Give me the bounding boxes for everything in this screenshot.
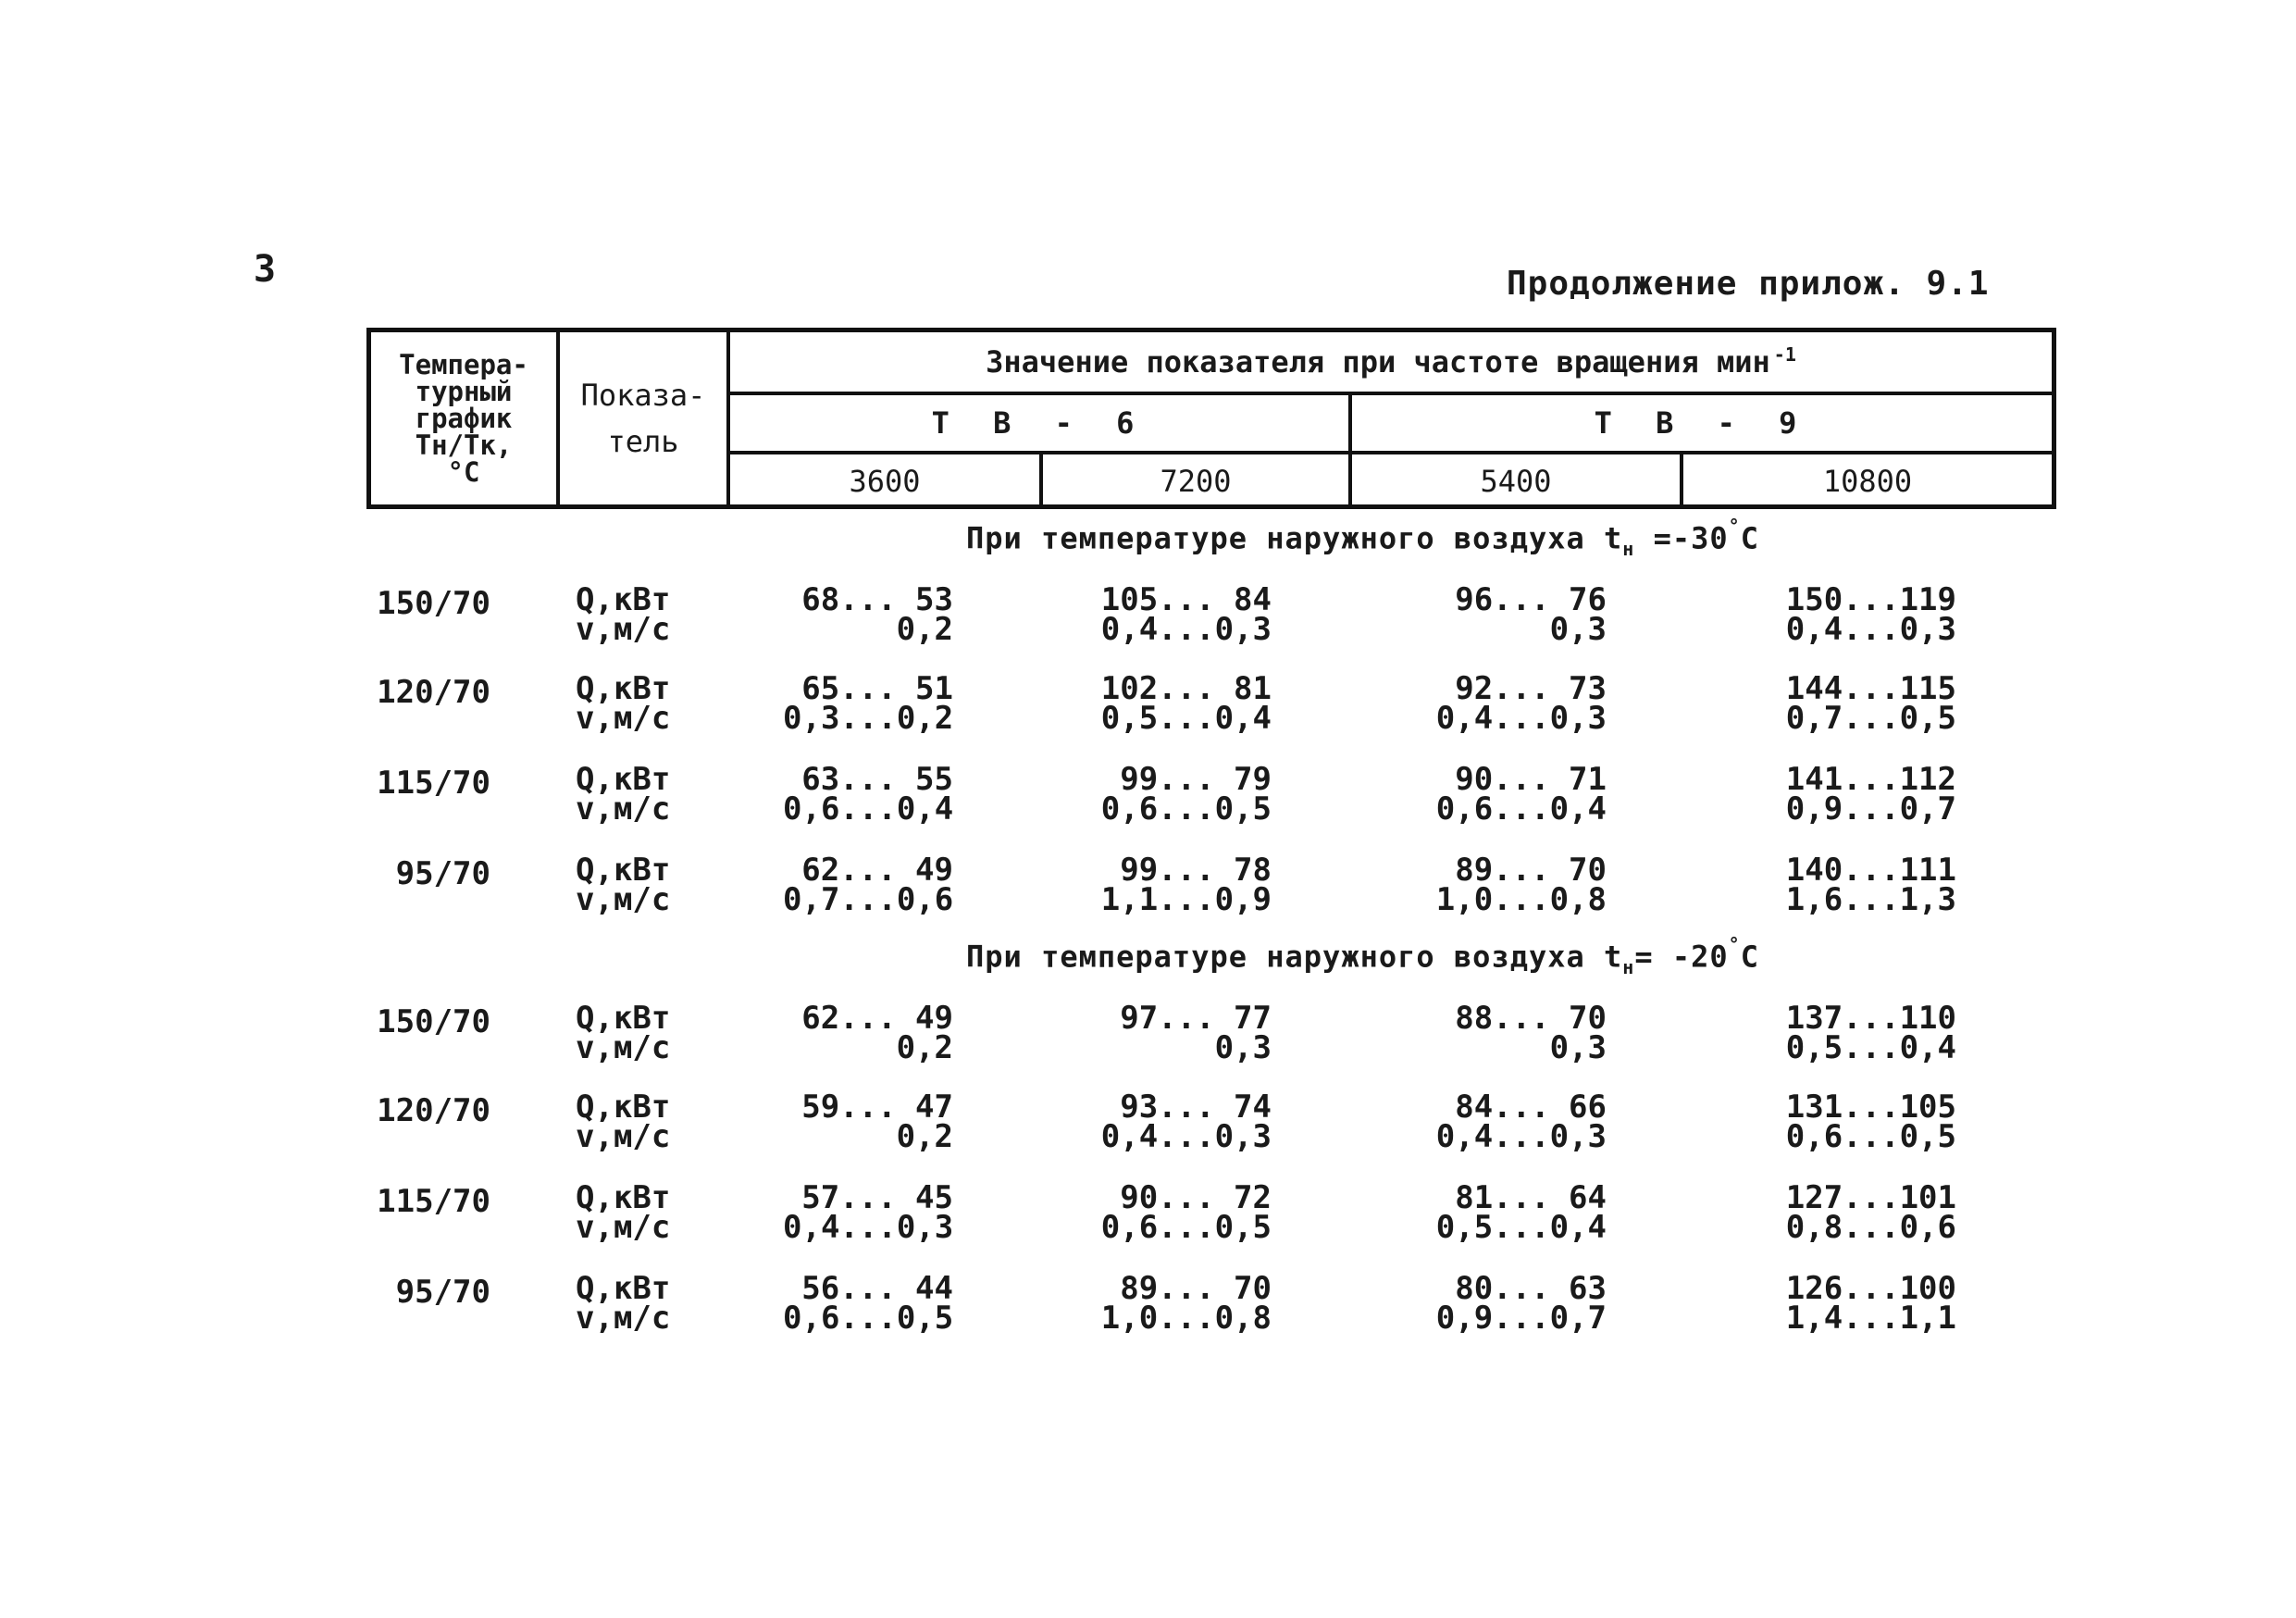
param-v: v,м/с: [576, 700, 671, 737]
value-v: 0,5...0,4: [1100, 700, 1272, 737]
temp-schedule: 115/70: [377, 765, 490, 802]
continuation-caption: Продолжение прилож. 9.1: [1507, 265, 1990, 303]
value-tv9-10800: [1775, 1270, 1956, 1337]
table-header: [366, 328, 2056, 509]
value-tv9-10800: [1775, 1000, 1956, 1066]
param-v: v,м/с: [576, 1029, 671, 1066]
table-row: [0, 1000, 2296, 1077]
param-v: v,м/с: [576, 881, 671, 918]
value-v: 0,2: [896, 611, 953, 648]
value-tv9-10800: [1775, 761, 1956, 828]
temp-schedule: 115/70: [377, 1183, 490, 1220]
value-q: 97... 77: [1120, 1000, 1272, 1037]
value-q: 62... 49: [801, 852, 953, 889]
param-q: Q,кВт: [576, 1000, 671, 1037]
header-param-line: Показа-: [580, 378, 706, 413]
table-row: [0, 1089, 2296, 1166]
value-v: 1,0...0,8: [1435, 881, 1607, 918]
section-title-sup: °: [1728, 933, 1741, 955]
value-v: 0,4...0,3: [1435, 700, 1607, 737]
value-tv9-5400: [1425, 670, 1607, 737]
value-q: 89... 70: [1455, 852, 1607, 889]
value-q: 68... 53: [801, 581, 953, 618]
header-param-line: тель: [607, 424, 679, 459]
param-q: Q,кВт: [576, 761, 671, 798]
param-labels: [576, 1089, 671, 1155]
header-speed-3600: 3600: [849, 464, 921, 499]
value-v: 0,6...0,5: [1100, 1209, 1272, 1246]
value-tv9-5400: [1425, 1000, 1607, 1066]
table-row: [0, 761, 2296, 839]
value-q: 57... 45: [801, 1179, 953, 1216]
value-tv6-7200: [1096, 1089, 1272, 1155]
value-v: 0,3...0,2: [783, 700, 954, 737]
value-v: 1,6...1,3: [1785, 881, 1956, 918]
value-v: 0,2: [896, 1029, 953, 1066]
value-tv9-5400: [1425, 1179, 1607, 1246]
section-title-unit: С: [1740, 939, 1759, 975]
temp-schedule: 150/70: [377, 585, 490, 622]
table-row: [0, 581, 2296, 659]
value-tv9-10800: [1775, 1089, 1956, 1155]
value-tv9-5400: [1425, 1089, 1607, 1155]
header-speed-5400: 5400: [1480, 464, 1552, 499]
value-tv9-5400: [1425, 761, 1607, 828]
param-labels: [576, 1179, 671, 1246]
param-labels: [576, 852, 671, 918]
value-q: 127...101: [1785, 1179, 1956, 1216]
value-v: 1,1...0,9: [1100, 881, 1272, 918]
section-title-sup: °: [1728, 515, 1741, 537]
value-v: 0,6...0,5: [1100, 790, 1272, 828]
value-q: 84... 66: [1455, 1089, 1607, 1126]
value-q: 59... 47: [801, 1089, 953, 1126]
param-v: v,м/с: [576, 1209, 671, 1246]
value-v: 0,2: [896, 1118, 953, 1155]
param-q: Q,кВт: [576, 581, 671, 618]
value-tv6-3600: [783, 1089, 953, 1155]
param-q: Q,кВт: [576, 1089, 671, 1126]
value-q: 92... 73: [1455, 670, 1607, 707]
header-temperature-schedule: [371, 332, 556, 504]
header-model-tv9: Т В - 9: [1594, 405, 1810, 441]
section-title-minus30: [966, 515, 1759, 561]
header-value-title-sup: -1: [1773, 343, 1796, 366]
value-v: 0,4...0,3: [783, 1209, 954, 1246]
param-q: Q,кВт: [576, 852, 671, 889]
value-v: 0,9...0,7: [1785, 790, 1956, 828]
value-q: 137...110: [1785, 1000, 1956, 1037]
param-labels: [576, 670, 671, 737]
value-tv6-7200: [1096, 581, 1272, 648]
section-title-minus20: [966, 933, 1759, 979]
value-v: 0,4...0,3: [1100, 611, 1272, 648]
value-tv9-5400: [1425, 852, 1607, 918]
value-q: 90... 72: [1120, 1179, 1272, 1216]
value-q: 56... 44: [801, 1270, 953, 1307]
value-v: 0,4...0,3: [1785, 611, 1956, 648]
param-q: Q,кВт: [576, 1270, 671, 1307]
value-q: 141...112: [1785, 761, 1956, 798]
page-number: 3: [254, 248, 277, 291]
value-v: 0,5...0,4: [1785, 1029, 1956, 1066]
header-temp-line: график: [415, 402, 513, 434]
table-row: [0, 1270, 2296, 1348]
value-v: 1,0...0,8: [1100, 1300, 1272, 1337]
value-v: 0,3: [1214, 1029, 1272, 1066]
value-tv6-7200: [1096, 670, 1272, 737]
header-parameter: [560, 332, 726, 504]
value-v: 0,6...0,4: [783, 790, 954, 828]
value-q: 140...111: [1785, 852, 1956, 889]
value-v: 0,4...0,3: [1435, 1118, 1607, 1155]
table-row: [0, 852, 2296, 929]
param-q: Q,кВт: [576, 1179, 671, 1216]
section-title-sub: н: [1622, 538, 1635, 561]
value-v: 0,7...0,5: [1785, 700, 1956, 737]
section-title-text: При температуре наружного воздуха t: [966, 520, 1623, 556]
value-q: 65... 51: [801, 670, 953, 707]
header-temp-line: °С: [447, 455, 480, 488]
value-q: 88... 70: [1455, 1000, 1607, 1037]
value-tv6-3600: [783, 581, 953, 648]
param-v: v,м/с: [576, 1300, 671, 1337]
value-q: 102... 81: [1100, 670, 1272, 707]
header-temp-line: Темпера-: [399, 348, 528, 380]
value-tv9-5400: [1425, 581, 1607, 648]
value-q: 144...115: [1785, 670, 1956, 707]
header-speed-10800: 10800: [1822, 464, 1913, 499]
value-tv6-7200: [1096, 852, 1272, 918]
value-tv6-7200: [1096, 761, 1272, 828]
header-value-title: [730, 332, 2052, 392]
value-q: 126...100: [1785, 1270, 1956, 1307]
value-v: 0,3: [1549, 611, 1607, 648]
value-tv9-10800: [1775, 1179, 1956, 1246]
param-v: v,м/с: [576, 1118, 671, 1155]
temp-schedule: 95/70: [395, 1274, 490, 1311]
value-tv6-3600: [783, 852, 954, 918]
value-v: 0,4...0,3: [1100, 1118, 1272, 1155]
value-tv6-3600: [783, 1179, 954, 1246]
value-v: 0,5...0,4: [1435, 1209, 1607, 1246]
value-tv9-5400: [1425, 1270, 1607, 1337]
value-q: 99... 78: [1120, 852, 1272, 889]
value-v: 0,8...0,6: [1785, 1209, 1956, 1246]
value-q: 96... 76: [1455, 581, 1607, 618]
header-temp-line: турный: [415, 375, 513, 407]
param-q: Q,кВт: [576, 670, 671, 707]
value-tv6-3600: [783, 670, 954, 737]
value-q: 63... 55: [801, 761, 953, 798]
value-v: 0,6...0,4: [1435, 790, 1607, 828]
header-value-title-text: Значение показателя при частоте вращения мин: [986, 344, 1770, 380]
value-tv9-10800: [1775, 670, 1956, 737]
temp-schedule: 150/70: [377, 1003, 490, 1040]
value-tv6-3600: [783, 1000, 953, 1066]
section-title-value: = -20: [1634, 939, 1729, 975]
value-q: 105... 84: [1100, 581, 1272, 618]
param-v: v,м/с: [576, 611, 671, 648]
value-v: 1,4...1,1: [1785, 1300, 1956, 1337]
value-q: 81... 64: [1455, 1179, 1607, 1216]
value-q: 93... 74: [1120, 1089, 1272, 1126]
value-tv6-3600: [783, 761, 954, 828]
temp-schedule: 95/70: [395, 855, 490, 892]
table-row: [0, 670, 2296, 748]
section-title-value: =-30: [1634, 520, 1729, 556]
section-title-unit: С: [1740, 520, 1759, 556]
header-temp-line: Тн/Тк,: [415, 429, 513, 461]
value-q: 90... 71: [1455, 761, 1607, 798]
header-model-tv6: Т В - 6: [931, 405, 1148, 441]
value-tv6-7200: [1096, 1000, 1272, 1066]
value-q: 131...105: [1785, 1089, 1956, 1126]
param-v: v,м/с: [576, 790, 671, 828]
section-title-sub: н: [1622, 956, 1635, 979]
value-v: 0,3: [1549, 1029, 1607, 1066]
value-q: 80... 63: [1455, 1270, 1607, 1307]
section-title-text: При температуре наружного воздуха t: [966, 939, 1623, 975]
value-q: 89... 70: [1120, 1270, 1272, 1307]
value-v: 0,6...0,5: [1785, 1118, 1956, 1155]
value-tv9-10800: [1775, 581, 1956, 648]
value-v: 0,7...0,6: [783, 881, 954, 918]
value-tv9-10800: [1775, 852, 1956, 918]
param-labels: [576, 1270, 671, 1337]
table-row: [0, 1179, 2296, 1257]
value-q: 62... 49: [801, 1000, 953, 1037]
param-labels: [576, 1000, 671, 1066]
temp-schedule: 120/70: [377, 674, 490, 711]
temp-schedule: 120/70: [377, 1092, 490, 1129]
value-v: 0,9...0,7: [1435, 1300, 1607, 1337]
header-speed-7200: 7200: [1160, 464, 1232, 499]
value-v: 0,6...0,5: [783, 1300, 954, 1337]
value-q: 99... 79: [1120, 761, 1272, 798]
value-tv6-7200: [1096, 1179, 1272, 1246]
param-labels: [576, 581, 671, 648]
param-labels: [576, 761, 671, 828]
value-tv6-3600: [783, 1270, 954, 1337]
value-tv6-7200: [1096, 1270, 1272, 1337]
value-q: 150...119: [1785, 581, 1956, 618]
